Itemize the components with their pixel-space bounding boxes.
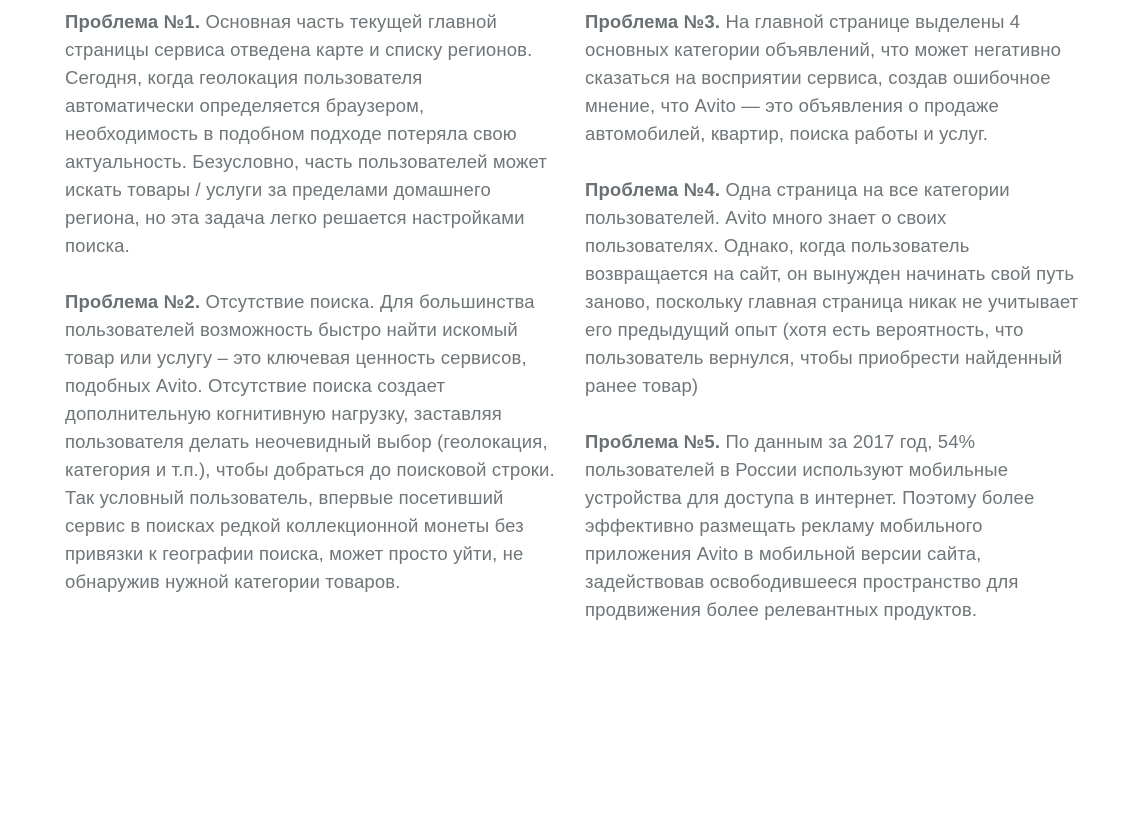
problem-1-text: Основная часть текущей главной страницы сервиса отведена карте и списку регионов. Сегодня, когда геолокация пользователя автоматически определяется браузером, необходимость в подобном подходе потеряла свою актуальность. Безусловно, часть пользователей может искать товары / услуги за пределами домашнего региона, но эта задача легко решается настройками поиска. bbox=[65, 11, 547, 256]
left-column bbox=[65, 8, 555, 624]
problem-2 bbox=[65, 288, 555, 596]
problem-2-text: Отсутствие поиска. Для большинства пользователей возможность быстро найти искомый товар или услугу – это ключевая ценность сервисов, подобных Avito. Отсутствие поиска создает дополнительную когнитивную нагрузку, заставляя пользователя делать неочевидный выбор (геолокация, категория и т.п.), чтобы добраться до поисковой строки. Так условный пользователь, впервые посетивший сервис в поисках редкой коллекционной монеты без привязки к географии поиска, может просто уйти, не обнаружив нужной категории товаров. bbox=[65, 291, 555, 592]
problem-1-title: Проблема №1. bbox=[65, 11, 201, 32]
problem-1 bbox=[65, 8, 555, 260]
problem-3-text: На главной странице выделены 4 основных категории объявлений, что может негативно сказаться на восприятии сервиса, создав ошибочное мнение, что Avito — это объявления о продаже автомобилей, квартир, поиска работы и услуг. bbox=[585, 11, 1062, 144]
problem-5-text: По данным за 2017 год, 54% пользователей в России используют мобильные устройства для доступа в интернет. Поэтому более эффективно размещать рекламу мобильного приложения Avito в мобильной версии сайта, задействовав освободившееся пространство для продвижения более релевантных продуктов. bbox=[585, 431, 1035, 620]
problem-4-title: Проблема №4. bbox=[585, 179, 721, 200]
problem-2-title: Проблема №2. bbox=[65, 291, 201, 312]
problem-4-text: Одна страница на все категории пользователей. Avito много знает о своих пользователях. Однако, когда пользователь возвращается на сайт, он вынужден начинать свой путь заново, поскольку главная страница никак не учитывает его предыдущий опыт (хотя есть вероятность, что пользователь вернулся, чтобы приобрести найденный ранее товар) bbox=[585, 179, 1079, 396]
problem-4 bbox=[585, 176, 1085, 400]
problem-3 bbox=[585, 8, 1085, 148]
right-column bbox=[585, 8, 1085, 652]
problem-5 bbox=[585, 428, 1085, 624]
problem-3-title: Проблема №3. bbox=[585, 11, 721, 32]
problem-5-title: Проблема №5. bbox=[585, 431, 721, 452]
